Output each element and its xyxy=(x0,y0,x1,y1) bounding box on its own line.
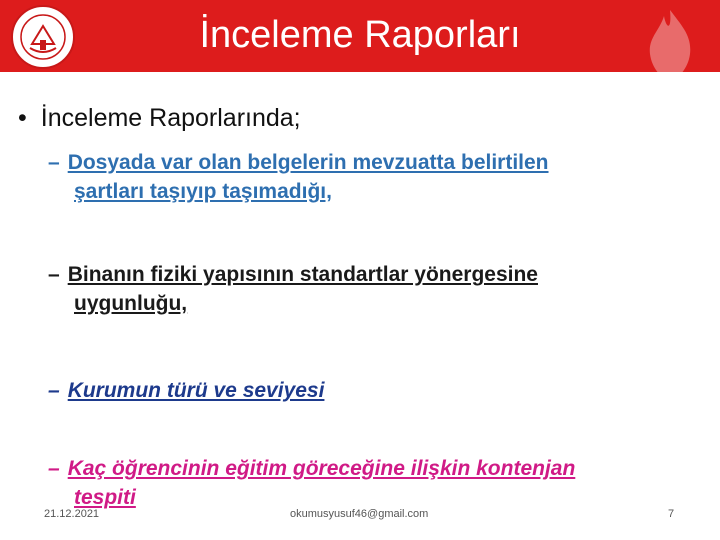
sub-item-line: Dosyada var olan belgelerin mevzuatta belirtilen xyxy=(67,151,549,174)
sub-item-quota xyxy=(48,454,688,512)
footer-date: 21.12.2021 xyxy=(44,508,100,520)
sub-item-line: Kurumun türü ve seviyesi xyxy=(67,379,325,402)
slide-title: İnceleme Raporları xyxy=(199,14,521,56)
slide-header xyxy=(0,0,720,72)
sub-item-line: şartları taşıyıp taşımadığı, xyxy=(74,180,332,203)
sub-item-line: Kaç öğrencinin eğitim göreceğine ilişkin kontenjan xyxy=(67,457,576,480)
sub-item-documents xyxy=(48,148,668,206)
sub-item-building xyxy=(48,260,648,318)
sub-item-line: Binanın fiziki yapısının standartlar yönergesine xyxy=(67,263,538,286)
bullet-symbol: • xyxy=(18,104,27,132)
sub-item-line: uygunluğu, xyxy=(74,292,188,315)
footer-page-number: 7 xyxy=(668,508,675,520)
dash-symbol: – xyxy=(48,457,60,480)
footer-email: okumusyusuf46@gmail.com xyxy=(290,508,429,520)
dash-symbol: – xyxy=(48,263,60,286)
sub-item-line: tespiti xyxy=(74,486,136,509)
dash-symbol: – xyxy=(48,379,60,402)
flame-watermark-icon xyxy=(630,6,710,72)
sub-item-institution-type xyxy=(48,376,324,405)
main-bullet xyxy=(18,104,301,133)
main-bullet-text: İnceleme Raporlarında; xyxy=(40,104,301,132)
dash-symbol: – xyxy=(48,151,60,174)
